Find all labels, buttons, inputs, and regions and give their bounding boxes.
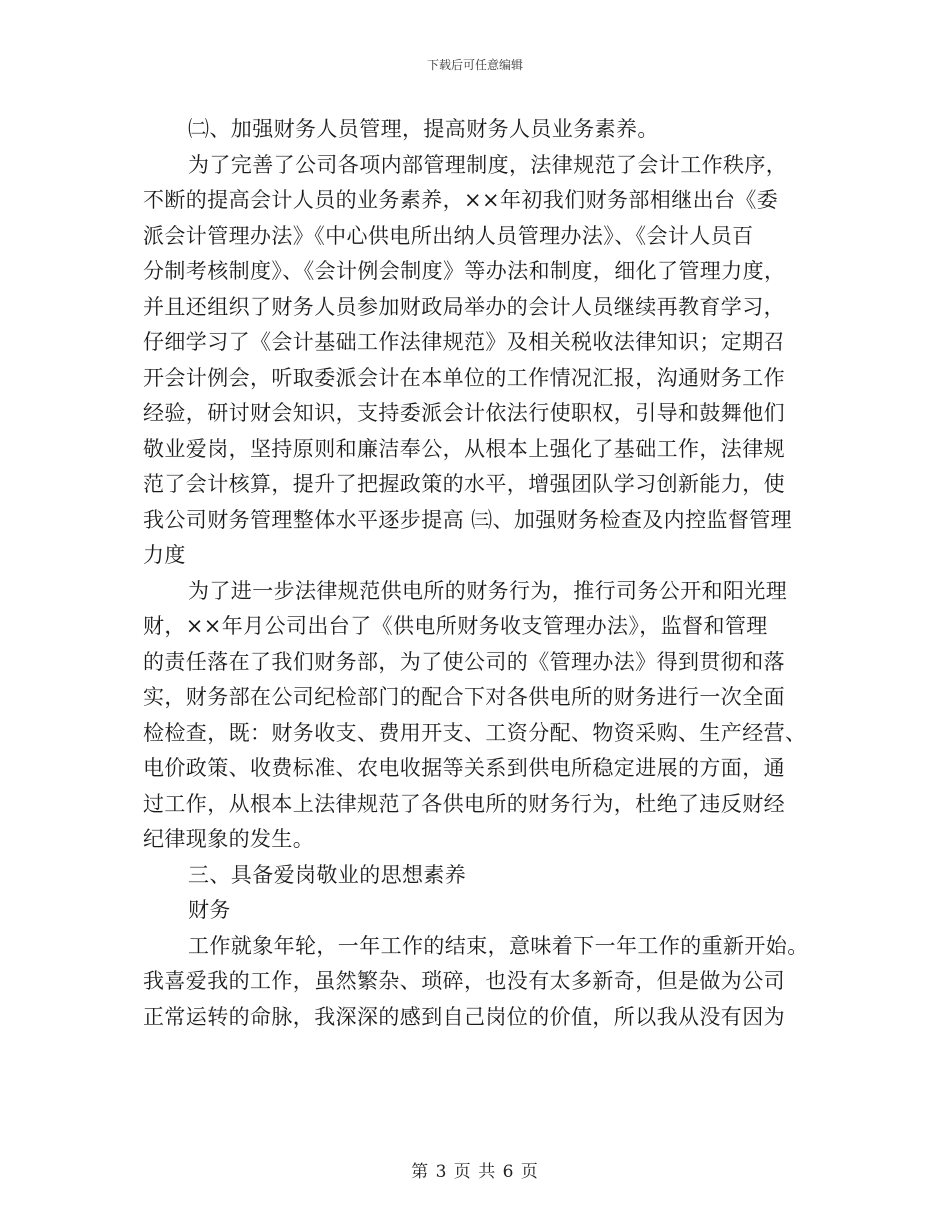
text-line: 不断的提高会计人员的业务素养，××年初我们财务部相继出台《委 [143,188,779,212]
text-line: 敬业爱岗，坚持原则和廉洁奉公，从根本上强化了基础工作，法律规 [143,436,785,461]
text-line: 我喜爱我的工作，虽然繁杂、琐碎，也没有太多新奇，但是做为公司 [143,969,785,993]
document-body [143,112,808,1035]
page-number: 第 3 页 共 6 页 [411,1162,539,1182]
text-line: 正常运转的命脉，我深深的感到自己岗位的价值，所以我从没有因为 [143,1004,785,1029]
text-line: ㈡、加强财务人员管理，提高财务人员业务素养。 [188,117,659,141]
text-line: 过工作，从根本上法律规范了各供电所的财务行为，杜绝了违反财经 [143,791,785,816]
text-line: 分制考核制度》、《会计例会制度》等办法和制度，细化了管理力度， [143,259,786,283]
text-line: 实，财务部在公司纪检部门的配合下对各供电所的财务进行一次全面 [143,685,785,709]
text-line: 经验，研讨财会知识，支持委派会计依法行使职权，引导和鼓舞他们 [143,401,785,425]
text-line: 的责任落在了我们财务部，为了使公司的《管理办法》得到贯彻和落 [143,649,785,674]
text-line: 范了会计核算，提升了把握政策的水平，增强团队学习创新能力，使 [143,472,785,496]
text-line: 力度 [143,543,186,567]
text-line: 开会计例会，听取委派会计在本单位的工作情况汇报，沟通财务工作 [143,365,785,390]
text-line: 为了进一步法律规范供电所的财务行为，推行司务公开和阳光理 [188,578,788,603]
text-line: 财，××年月公司出台了《供电所财务收支管理办法》，监督和管理 [143,614,768,638]
text-line: 纪律现象的发生。 [143,827,315,851]
text-line: 仔细学习了《会计基础工作法律规范》及相关税收法律知识；定期召 [143,330,785,354]
text-line: 我公司财务管理整体水平逐步提高 ㈢、加强财务检查及内控监督管理 [143,507,793,532]
text-line: 并且还组织了财务人员参加财政局举办的会计人员继续再教育学习， [143,294,785,319]
text-line: 财务 [188,898,231,922]
text-line: 工作就象年轮，一年工作的结束，意味着下一年工作的重新开始。 [188,933,809,958]
text-line: 派会计管理办法》《中心供电所出纳人员管理办法》、《会计人员百 [143,223,754,248]
text-line: 为了完善了公司各项内部管理制度，法律规范了会计工作秩序， [188,152,788,177]
text-line: 检检查，既：财务收支、费用开支、工资分配、物资采购、生产经营、 [143,720,807,745]
text-line: 电价政策、收费标准、农电收据等关系到供电所稳定进展的方面，通 [143,756,785,780]
section-heading: 三、具备爱岗敬业的思想素养 [188,862,467,887]
page-header-note: 下载后可任意编辑 [426,58,523,72]
